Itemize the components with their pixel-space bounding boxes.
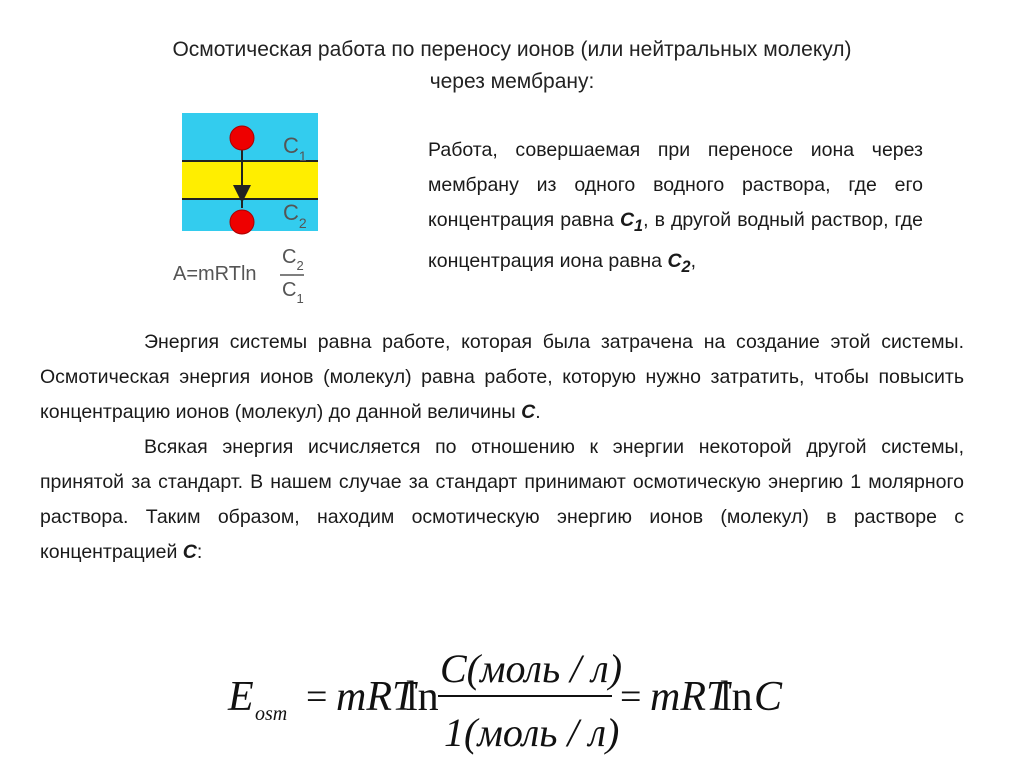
membrane-diagram	[170, 108, 330, 308]
main-text	[40, 325, 964, 570]
paragraph-2: Всякая энергия исчисляется по отношению к энергии некоторой другой системы, принятой за стандарт. В нашем случае за стандарт принимают осмотическую энергию 1 молярного раствора. Таким образом, находим осмотическую энергию ионов (молекул) в растворе с концентрацией C:	[40, 436, 964, 563]
work-formula-prefix: A=mRTln	[173, 263, 257, 285]
side-description: Работа, совершаемая при переносе иона через мембрану из одного водного раствора, где его концентрация равна $C_1$, в другой водный раствор, где концентрация иона равна $C_2$,	[428, 139, 924, 276]
fraction-numerator: $C_2$	[282, 246, 304, 273]
slide-title	[0, 34, 1024, 98]
c1-label: $C_1$	[283, 133, 307, 164]
formula-c: C	[754, 674, 783, 720]
ion-top	[230, 126, 254, 150]
membrane-layer	[182, 161, 318, 199]
fraction-denominator: $C_1$	[282, 279, 304, 306]
formula-ln-1: ln	[406, 674, 439, 720]
formula-mrt-2: mRT	[650, 674, 730, 720]
formula-equals-1: =	[306, 676, 328, 718]
formula-numerator: C(моль / л)	[440, 646, 623, 691]
paragraph-1: Энергия системы равна работе, которая была затрачена на создание этой системы. Осмотическая энергия ионов (молекул) равна работе, которую нужно затратить, чтобы повысить концентрацию ионов (молекул) до данной величины C.	[40, 331, 964, 423]
ion-bottom	[230, 210, 254, 234]
formula-mrt-1: mRT	[336, 674, 416, 720]
concentration-c2: $C_2$	[667, 249, 691, 276]
osmotic-energy-formula	[224, 640, 804, 758]
formula-e-subscript: osm	[255, 703, 288, 725]
c2-label: $C_2$	[283, 200, 307, 231]
title-line-1: Осмотическая работа по переносу ионов (или нейтральных молекул)	[172, 38, 852, 61]
formula-denominator: 1(моль / л)	[444, 710, 620, 755]
formula-ln-2: ln	[720, 674, 753, 720]
formula-equals-2: =	[620, 676, 642, 718]
concentration-c1: $C_1$	[619, 209, 644, 235]
title-line-2: через мембрану:	[429, 70, 595, 93]
formula-e: E	[228, 674, 254, 720]
